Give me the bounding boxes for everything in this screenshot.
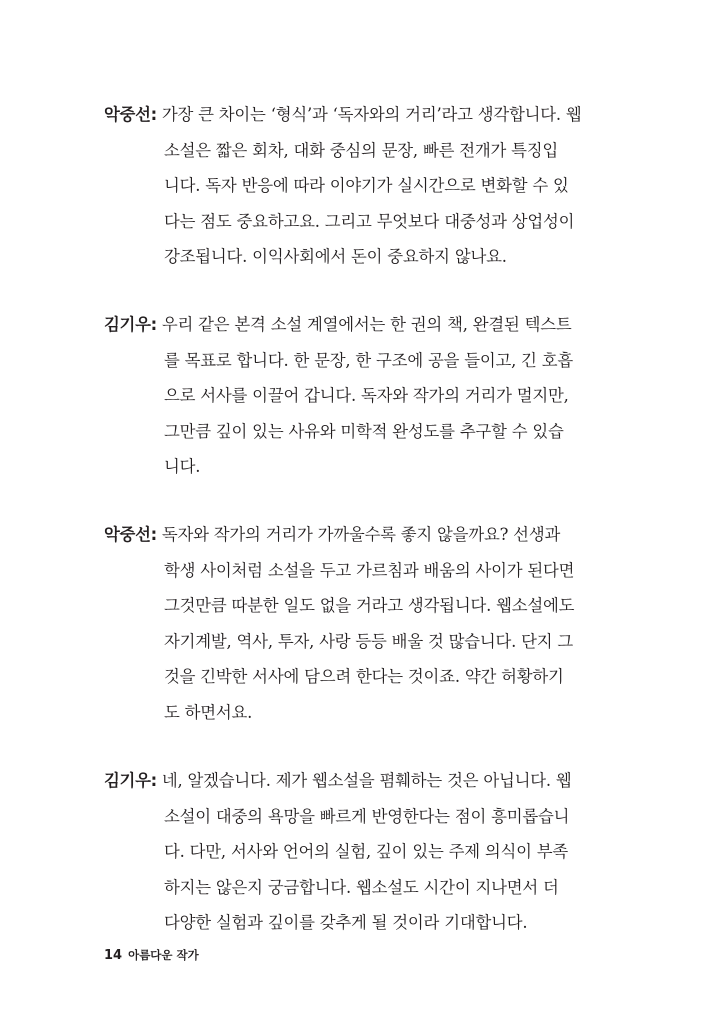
dialogue-line: 그만큼 깊이 있는 사유와 미학적 완성도를 추구할 수 있습 [164, 421, 564, 441]
dialogue-first-line [104, 763, 614, 799]
dialogue-line: 소설이 대중의 욕망을 빠르게 반영한다는 점이 흥미롭습니 [164, 806, 570, 826]
dialogue-block [104, 517, 614, 731]
dialogue-first-line [104, 307, 614, 343]
dialogue-line: 강조됩니다. 이익사회에서 돈이 중요하지 않나요. [164, 247, 507, 267]
page-footer [104, 947, 199, 963]
dialogue-line: 니다. 독자 반응에 따라 이야기가 실시간으로 변화할 수 있 [164, 176, 569, 196]
dialogue-line: 를 목표로 합니다. 한 문장, 한 구조에 공을 들이고, 긴 호흡 [164, 350, 574, 370]
dialogue-line: 다양한 실험과 깊이를 갖추게 될 것이라 기대합니다. [164, 913, 528, 933]
speaker-name: 악중선: [104, 105, 157, 124]
dialogue-line: 니다. [164, 457, 201, 477]
dialogue-line: 것을 긴박한 서사에 담으려 한다는 것이죠. 약간 허황하기 [164, 667, 564, 687]
page-number: 14 [104, 948, 123, 963]
dialogue-text: 네, 알겠습니다. 제가 웹소설을 폄훼하는 것은 아닙니다. 웹 [156, 771, 572, 790]
dialogue-text: 우리 같은 본격 소설 계열에서는 한 권의 책, 완결된 텍스트 [156, 315, 572, 334]
magazine-title: 아름다운 작가 [128, 948, 199, 962]
dialogue-block [104, 307, 614, 485]
speaker-name: 김기우: [104, 315, 157, 334]
dialogue-block [104, 763, 614, 941]
dialogue-line: 다. 다만, 서사와 언어의 실험, 깊이 있는 주제 의식이 부족 [164, 842, 569, 862]
dialogue-block [104, 97, 614, 275]
dialogue-line: 자기계발, 역사, 투자, 사랑 등등 배울 것 많습니다. 단지 그 [164, 631, 574, 651]
dialogue-line: 도 하면서요. [164, 702, 253, 722]
dialogue-line: 소설은 짧은 회차, 대화 중심의 문장, 빠른 전개가 특징입 [164, 140, 559, 160]
speaker-name: 악중선: [104, 525, 157, 544]
speaker-name: 김기우: [104, 771, 157, 790]
dialogue-line: 으로 서사를 이끌어 갑니다. 독자와 작가의 거리가 멀지만, [164, 386, 569, 406]
dialogue-line: 학생 사이처럼 소설을 두고 가르침과 배움의 사이가 된다면 [164, 560, 575, 580]
dialogue-line: 다는 점도 중요하고요. 그리고 무엇보다 대중성과 상업성이 [164, 211, 575, 231]
dialogue-first-line [104, 97, 614, 133]
dialogue-first-line [104, 517, 614, 553]
dialogue-line: 그것만큼 따분한 일도 없을 거라고 생각됩니다. 웹소설에도 [164, 596, 575, 616]
dialogue-text: 독자와 작가의 거리가 가까울수록 좋지 않을까요? 선생과 [156, 525, 561, 544]
dialogue-line: 하지는 않은지 궁금합니다. 웹소설도 시간이 지나면서 더 [164, 877, 559, 897]
dialogue-text: 가장 큰 차이는 ‘형식’과 ‘독자와의 거리’라고 생각합니다. 웹 [156, 105, 582, 124]
